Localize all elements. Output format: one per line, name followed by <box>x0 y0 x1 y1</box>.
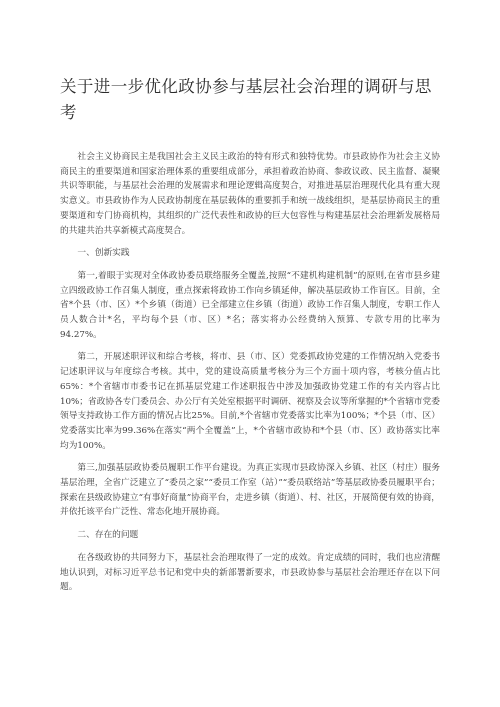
intro-paragraph: 社会主义协商民主是我国社会主义民主政治的特有形式和独特优势。市县政协作为社会主义协商民主的重要渠道和国家治理体系的重要组成部分，承担着政治协商、参政议政、民主监督、凝聚共识等职能，与基层社会治理的发展需求和理论逻辑高度契合，对推进基层治理现代化具有重大现实意义。市县政协作为人民政协制度在基层载体的重要抓手和统一战线组织，是基层协商民主的重要渠道和专门协商机构，其组织的广泛代表性和政协的巨大包容性与构建基层社会治理新发展格局的共建共治共享新模式高度契合。 <box>60 152 440 236</box>
paragraph-third-practice: 第三,加强基层政协委员履职工作平台建设。为真正实现市县政协深入乡镇、社区（村庄）服务基层治理，全省广泛建立了“委员之家”“委员工作室（站）”“委员联络站”等基层政协委员履职平台；探索在县级政协建立“有事好商量”协商平台，走进乡镇（街道）、村、社区，开展简便有效的协商，并依托该平台广泛性、常态化地开展协商。 <box>60 463 440 518</box>
document-title: 关于进一步优化政协参与基层社会治理的调研与思考 <box>60 77 432 122</box>
paragraph-problems-intro: 在各级政协的共同努力下，基层社会治理取得了一定的成效。肯定成绩的同时，我们也应清醒地认识到，对标习近平总书记和党中央的新部署新要求，市县政协参与基层社会治理还存在以下问题。 <box>60 552 440 593</box>
paragraph-first-practice: 第一,着眼于实现对全体政协委员联络服务全覆盖,按照“不建机构建机制”的原则,在省市县乡建立四级政协工作召集人制度，重点探索将政协工作向乡镇延伸，解决基层政协工作盲区。目前，全省*个县（市、区）*个乡镇（街道）已全部建立住乡镇（街道）政协工作召集人制度，专职工作人员人数合计*名，平均每个县（市、区）*名；落实将办公经费纳入预算、专款专用的比率为94.27%。 <box>60 270 440 340</box>
paragraph-second-practice: 第二，开展述职评议和综合考核，将市、县（市、区）党委抓政协党建的工作情况纳入党委书记述职评议与年度综合考核。其中，党的建设高质量考核分为三个方面十项内容，考核分值占比65%：*个省辖市市委书记在抓基层党建工作述职报告中涉及加强政协党建工作的有关内容占比10%；省政协各专门委员会、办公厅有关处室根据平时调研、视察及会议等所掌握的*个省辖市党委领导支持政协工作方面的情况占比25%。目前,*个省辖市党委落实比率为100%；*个县（市、区）党委落实比率为99.36%在落实“两个全覆盖”上，*个省辖市政协和*个县（市、区）政协落实比率均为100%。 <box>60 352 440 451</box>
document-body <box>60 150 440 595</box>
section-heading-problems: 二、存在的问题 <box>77 530 139 541</box>
section-heading-innovation: 一、创新实践 <box>77 248 130 259</box>
